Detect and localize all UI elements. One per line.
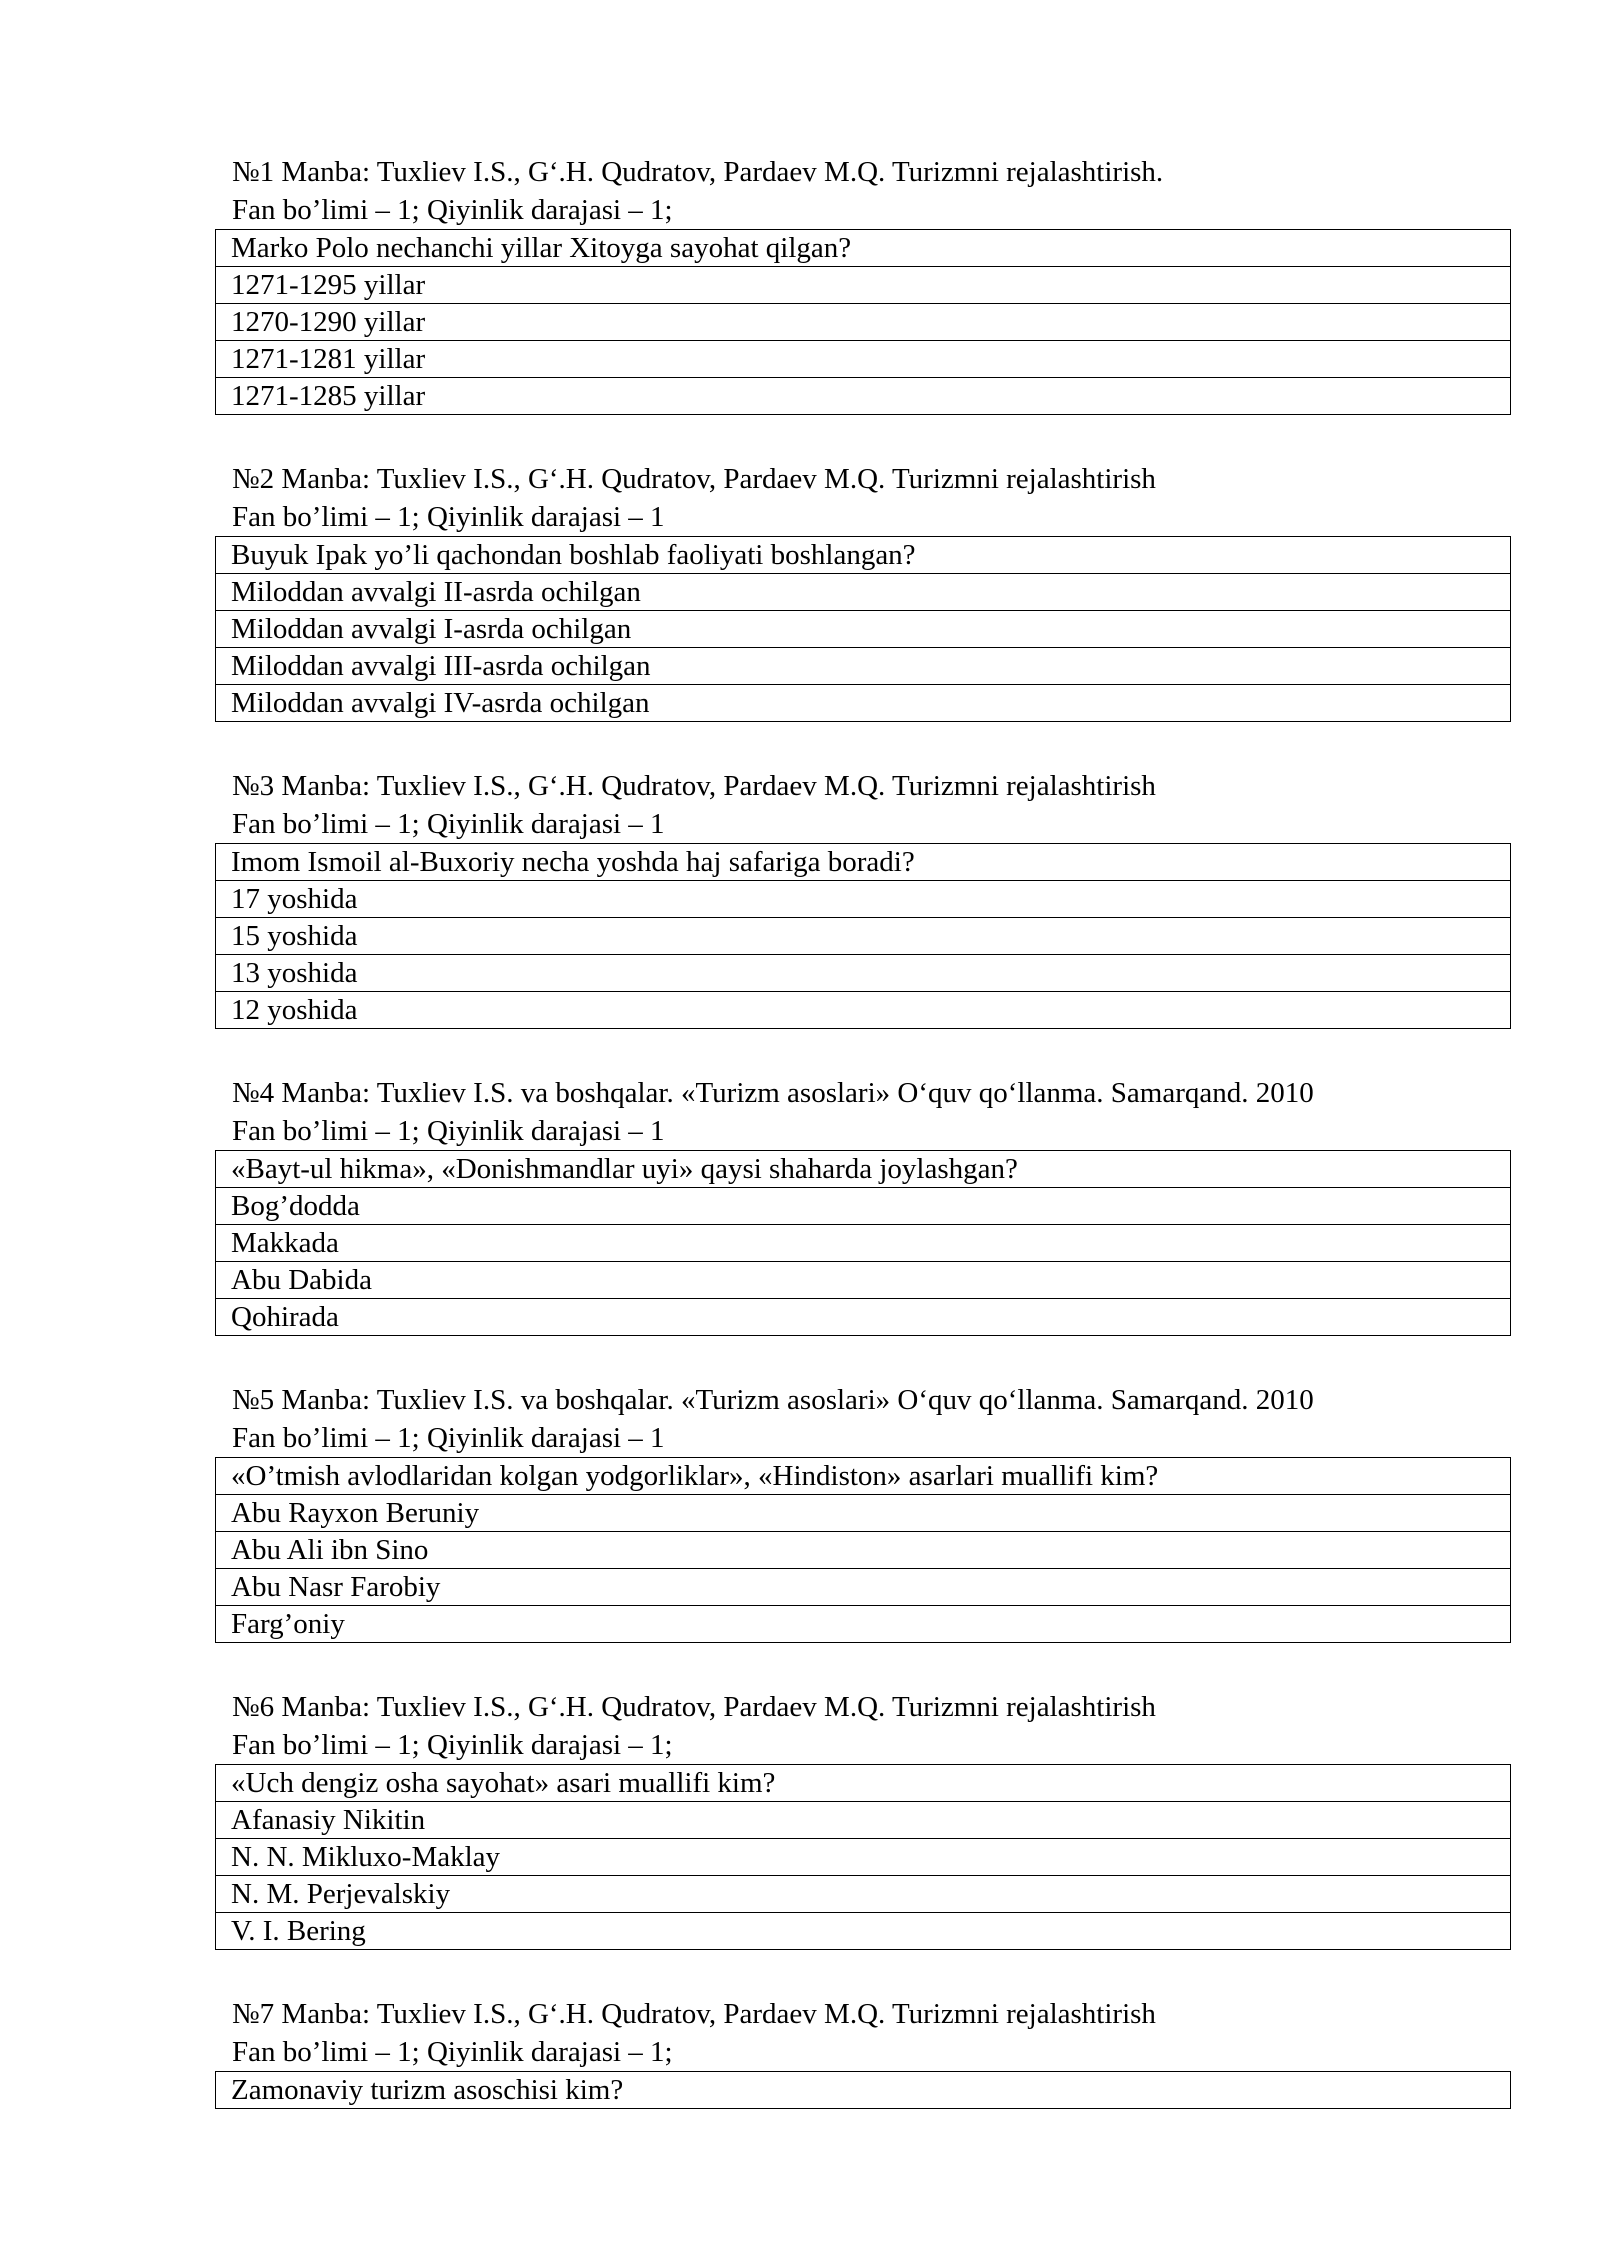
answer-option: 17 yoshida <box>216 881 1511 918</box>
question-text: Zamonaviy turizm asoschisi kim? <box>216 2072 1511 2109</box>
question-table <box>215 229 1511 415</box>
question-meta: Fan bo’limi – 1; Qiyinlik darajasi – 1 <box>232 1422 665 1454</box>
answer-option: Bog’dodda <box>216 1188 1511 1225</box>
question-table <box>215 843 1511 1029</box>
question-table <box>215 1457 1511 1643</box>
answer-option: 1271-1295 yillar <box>216 267 1511 304</box>
answer-option: V. I. Bering <box>216 1913 1511 1950</box>
question-source: №6 Manba: Tuxliev I.S., G‘.H. Qudratov, Pardaev M.Q. Turizmni rejalashtirish <box>232 1691 1156 1723</box>
answer-option: Miloddan avvalgi IV-asrda ochilgan <box>216 685 1511 722</box>
answer-option: 13 yoshida <box>216 955 1511 992</box>
question-block-4 <box>215 1074 1511 1336</box>
question-text: «O’tmish avlodlaridan kolgan yodgorliklar», «Hindiston» asarlari muallifi kim? <box>216 1458 1511 1495</box>
answer-option: N. M. Perjevalskiy <box>216 1876 1511 1913</box>
question-text: Imom Ismoil al-Buxoriy necha yoshda haj safariga boradi? <box>216 844 1511 881</box>
question-block-7 <box>215 1995 1511 2109</box>
answer-option: Abu Ali ibn Sino <box>216 1532 1511 1569</box>
question-meta: Fan bo’limi – 1; Qiyinlik darajasi – 1; <box>232 1729 673 1761</box>
question-text: «Bayt-ul hikma», «Donishmandlar uyi» qaysi shaharda joylashgan? <box>216 1151 1511 1188</box>
answer-option: Qohirada <box>216 1299 1511 1336</box>
question-block-6 <box>215 1688 1511 1950</box>
question-meta: Fan bo’limi – 1; Qiyinlik darajasi – 1 <box>232 501 665 533</box>
question-meta: Fan bo’limi – 1; Qiyinlik darajasi – 1; <box>232 194 673 226</box>
answer-option: 1271-1285 yillar <box>216 378 1511 415</box>
question-source: №5 Manba: Tuxliev I.S. va boshqalar. «Turizm asoslari» O‘quv qo‘llanma. Samarqand. 2010 <box>232 1384 1314 1416</box>
answer-option: Makkada <box>216 1225 1511 1262</box>
answer-option: 15 yoshida <box>216 918 1511 955</box>
question-text: «Uch dengiz osha sayohat» asari muallifi kim? <box>216 1765 1511 1802</box>
question-block-1 <box>215 153 1511 415</box>
answer-option: Abu Dabida <box>216 1262 1511 1299</box>
question-table <box>215 2071 1511 2109</box>
question-meta: Fan bo’limi – 1; Qiyinlik darajasi – 1 <box>232 1115 665 1147</box>
answer-option: Abu Rayxon Beruniy <box>216 1495 1511 1532</box>
question-source: №4 Manba: Tuxliev I.S. va boshqalar. «Turizm asoslari» O‘quv qo‘llanma. Samarqand. 2010 <box>232 1077 1314 1109</box>
question-table <box>215 1764 1511 1950</box>
answer-option: 1270-1290 yillar <box>216 304 1511 341</box>
question-source: №2 Manba: Tuxliev I.S., G‘.H. Qudratov, Pardaev M.Q. Turizmni rejalashtirish <box>232 463 1156 495</box>
answer-option: N. N. Mikluxo-Maklay <box>216 1839 1511 1876</box>
question-block-5 <box>215 1381 1511 1643</box>
question-block-3 <box>215 767 1511 1029</box>
answer-option: Farg’oniy <box>216 1606 1511 1643</box>
question-meta: Fan bo’limi – 1; Qiyinlik darajasi – 1 <box>232 808 665 840</box>
question-table <box>215 536 1511 722</box>
answer-option: Miloddan avvalgi III-asrda ochilgan <box>216 648 1511 685</box>
question-meta: Fan bo’limi – 1; Qiyinlik darajasi – 1; <box>232 2036 673 2068</box>
question-text: Buyuk Ipak yo’li qachondan boshlab faoliyati boshlangan? <box>216 537 1511 574</box>
answer-option: Miloddan avvalgi I-asrda ochilgan <box>216 611 1511 648</box>
answer-option: 1271-1281 yillar <box>216 341 1511 378</box>
answer-option: Afanasiy Nikitin <box>216 1802 1511 1839</box>
question-source: №3 Manba: Tuxliev I.S., G‘.H. Qudratov, Pardaev M.Q. Turizmni rejalashtirish <box>232 770 1156 802</box>
question-text: Marko Polo nechanchi yillar Xitoyga sayohat qilgan? <box>216 230 1511 267</box>
answer-option: Miloddan avvalgi II-asrda ochilgan <box>216 574 1511 611</box>
question-source: №7 Manba: Tuxliev I.S., G‘.H. Qudratov, Pardaev M.Q. Turizmni rejalashtirish <box>232 1998 1156 2030</box>
answer-option: 12 yoshida <box>216 992 1511 1029</box>
question-source: №1 Manba: Tuxliev I.S., G‘.H. Qudratov, Pardaev M.Q. Turizmni rejalashtirish. <box>232 156 1164 188</box>
answer-option: Abu Nasr Farobiy <box>216 1569 1511 1606</box>
question-block-2 <box>215 460 1511 722</box>
question-table <box>215 1150 1511 1336</box>
